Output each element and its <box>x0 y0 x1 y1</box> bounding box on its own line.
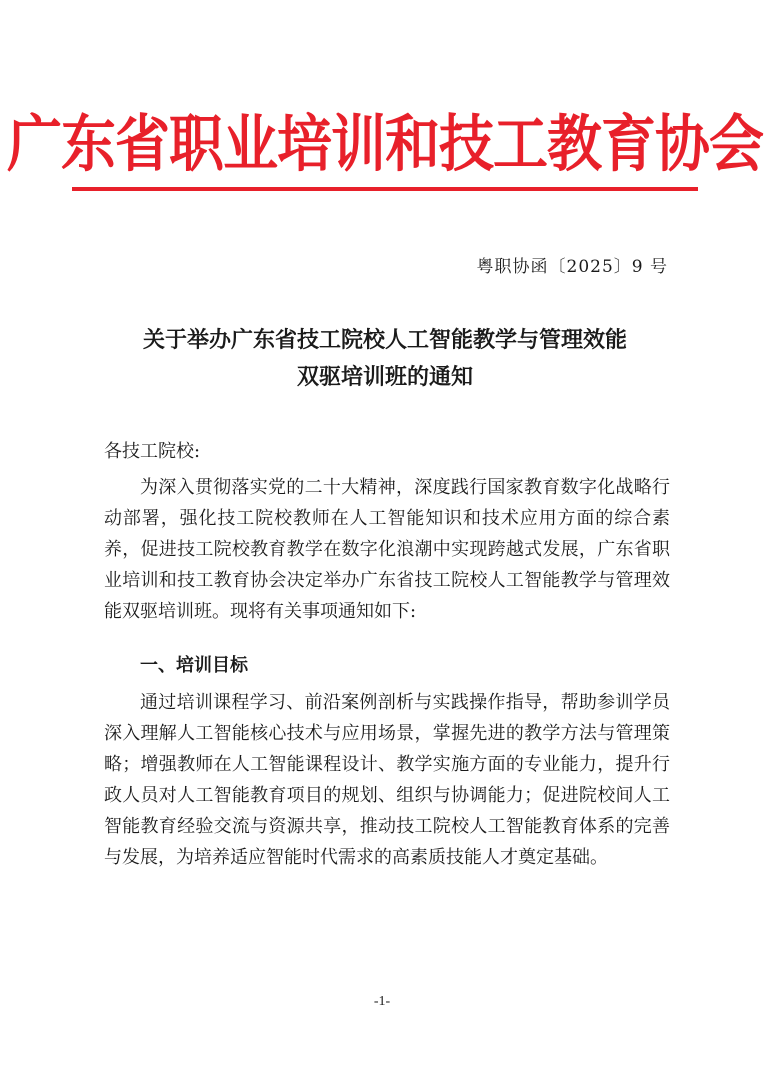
section-heading: 一、培训目标 <box>140 655 248 676</box>
document-title <box>72 322 698 396</box>
page-number: -1- <box>373 994 391 1009</box>
document-title-line: 关于举办广东省技工院校人工智能教学与管理效能 <box>142 327 627 353</box>
document-number: 粤职协函〔2025〕9 号 <box>476 257 668 277</box>
letterhead <box>7 104 764 184</box>
salutation: 各技工院校: <box>104 441 201 462</box>
letterhead-divider <box>72 187 698 191</box>
organization-name: 广东省职业培训和技工教育协会 <box>7 107 764 180</box>
document-title-line: 双驱培训班的通知 <box>296 364 473 390</box>
intro-paragraph: 为深入贯彻落实党的二十大精神，深度践行国家教育数字化战略行动部署，强化技工院校教师在人工智能知识和技术应用方面的综合素养，促进技工院校教育教学在数字化浪潮中实现跨越式发展，广东省职业培训和技工教育协会决定举办广东省技工院校人工智能教学与管理效能双驱培训班。现将有关事项通知如下: <box>104 477 670 622</box>
section-paragraph: 通过培训课程学习、前沿案例剖析与实践操作指导，帮助参训学员深入理解人工智能核心技术与应用场景，掌握先进的教学方法与管理策略；增强教师在人工智能课程设计、教学实施方面的专业能力，提升行政人员对人工智能教育项目的规划、组织与协调能力；促进院校间人工智能教育经验交流与资源共享，推动技工院校人工智能教育体系的完善与发展，为培养适应智能时代需求的高素质技能人才奠定基础。 <box>104 692 670 868</box>
